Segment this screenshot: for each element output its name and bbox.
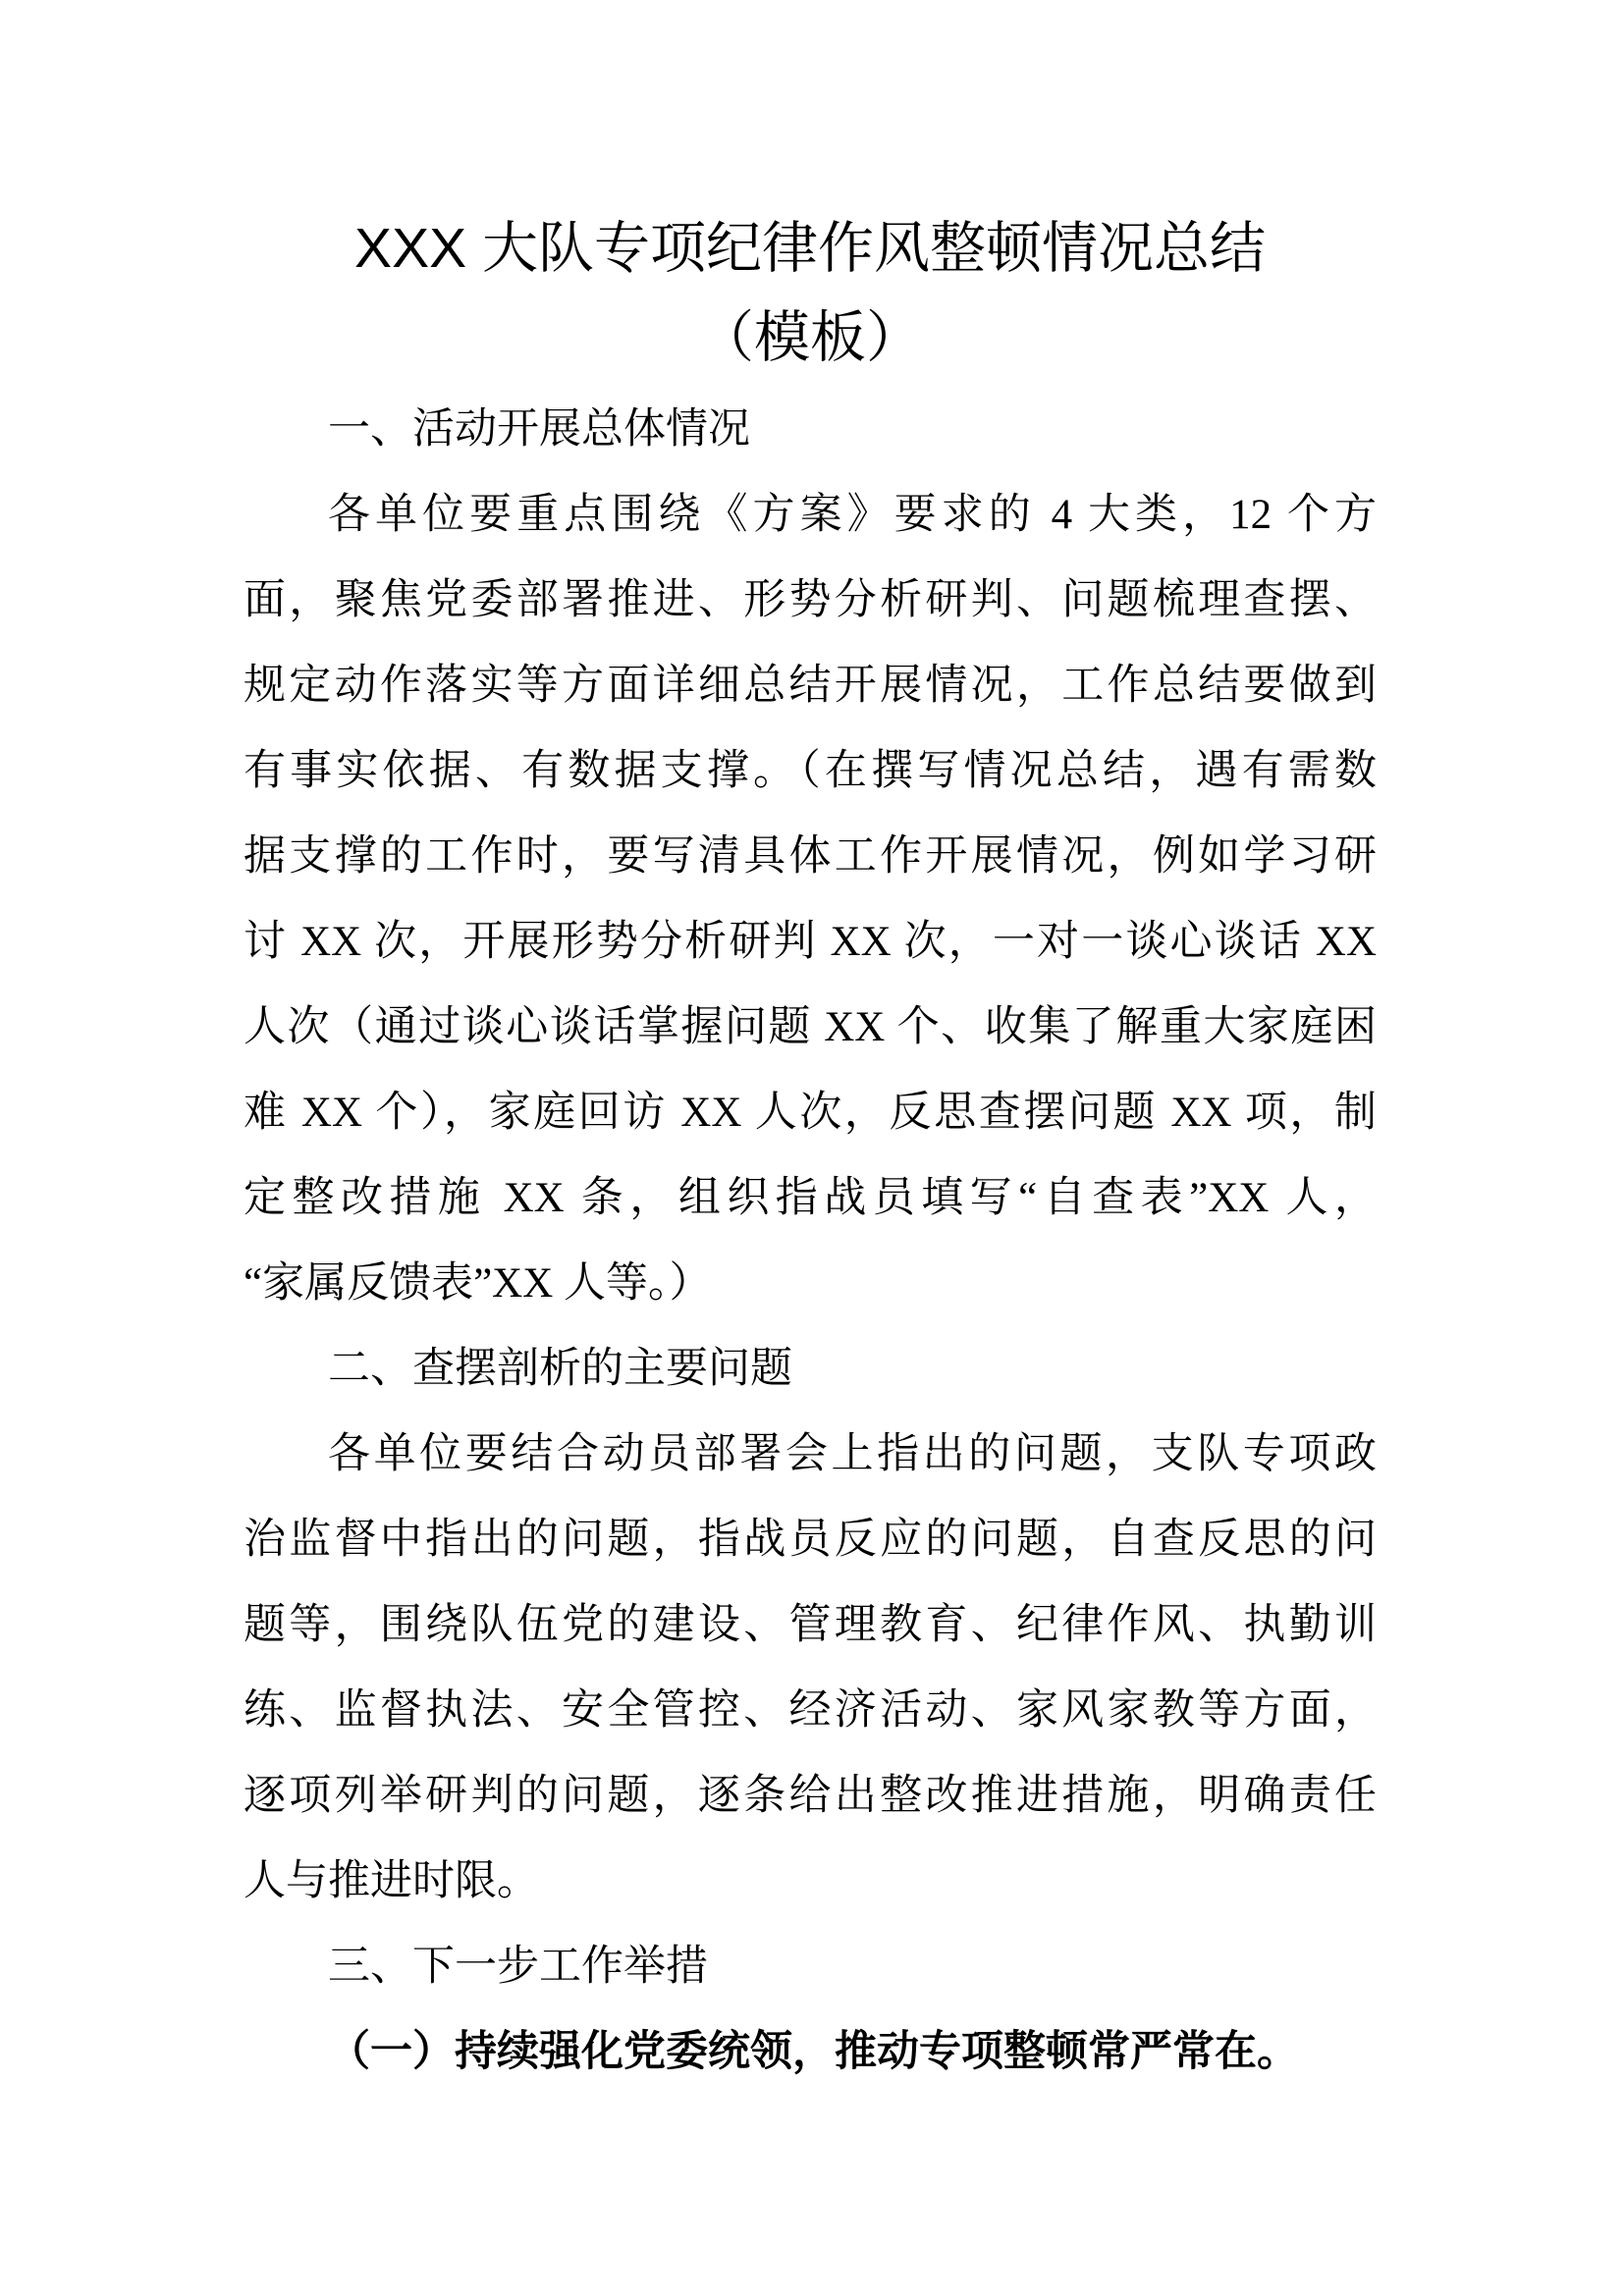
paragraph-line: 面，聚焦党委部署推进、形势分析研判、问题梳理查摆、 — [244, 577, 1377, 623]
paragraph-line: 人次（通过谈心谈话掌握问题 XX 个、收集了解重大家庭困 — [244, 1004, 1377, 1050]
paragraph-line: 人与推进时限。 — [244, 1858, 539, 1904]
subsection-heading-bold: （一）持续强化党委统领，推动专项整顿常严常在。 — [328, 2029, 1299, 2075]
paragraph-line: 各单位要结合动员部署会上指出的问题，支队专项政 — [328, 1431, 1377, 1477]
paragraph-line: 定整改措施 XX 条，组织指战员填写“自查表”XX 人， — [244, 1175, 1377, 1221]
paragraph-line: 题等，围绕队伍党的建设、管理教育、纪律作风、执勤训 — [244, 1602, 1377, 1648]
paragraph-line: 讨 XX 次，开展形势分析研判 XX 次，一对一谈心谈话 XX — [244, 919, 1377, 965]
paragraph-line: 逐项列举研判的问题，逐条给出整改推进措施，明确责任 — [244, 1773, 1377, 1819]
paragraph-line: 难 XX 个），家庭回访 XX 人次，反思查摆问题 XX 项，制 — [244, 1090, 1377, 1136]
doc-title — [244, 204, 1377, 383]
section-heading-1: 一、活动开展总体情况 — [328, 406, 750, 453]
paragraph-line: 治监督中指出的问题，指战员反应的问题，自查反思的问 — [244, 1517, 1377, 1563]
paragraph-line: 规定动作落实等方面详细总结开展情况，工作总结要做到 — [244, 663, 1377, 709]
section-heading-2: 二、查摆剖析的主要问题 — [328, 1346, 792, 1392]
paragraph-line: 练、监督执法、安全管控、经济活动、家风家教等方面， — [244, 1687, 1377, 1734]
doc-body — [244, 387, 1377, 2095]
paragraph-line: 据支撑的工作时，要写清具体工作开展情况，例如学习研 — [244, 833, 1377, 880]
title-line-2: （模板） — [698, 306, 922, 369]
paragraph-line: 有事实依据、有数据支撑。（在撰写情况总结，遇有需数 — [244, 748, 1377, 794]
paragraph-line: 各单位要重点围绕《方案》要求的 4 大类，12 个方 — [328, 492, 1377, 538]
section-heading-3: 三、下一步工作举措 — [328, 1944, 708, 1990]
paragraph-line: “家属反馈表”XX 人等。） — [244, 1260, 712, 1307]
title-line-1: XXX 大队专项纪律作风整顿情况总结 — [354, 217, 1266, 280]
